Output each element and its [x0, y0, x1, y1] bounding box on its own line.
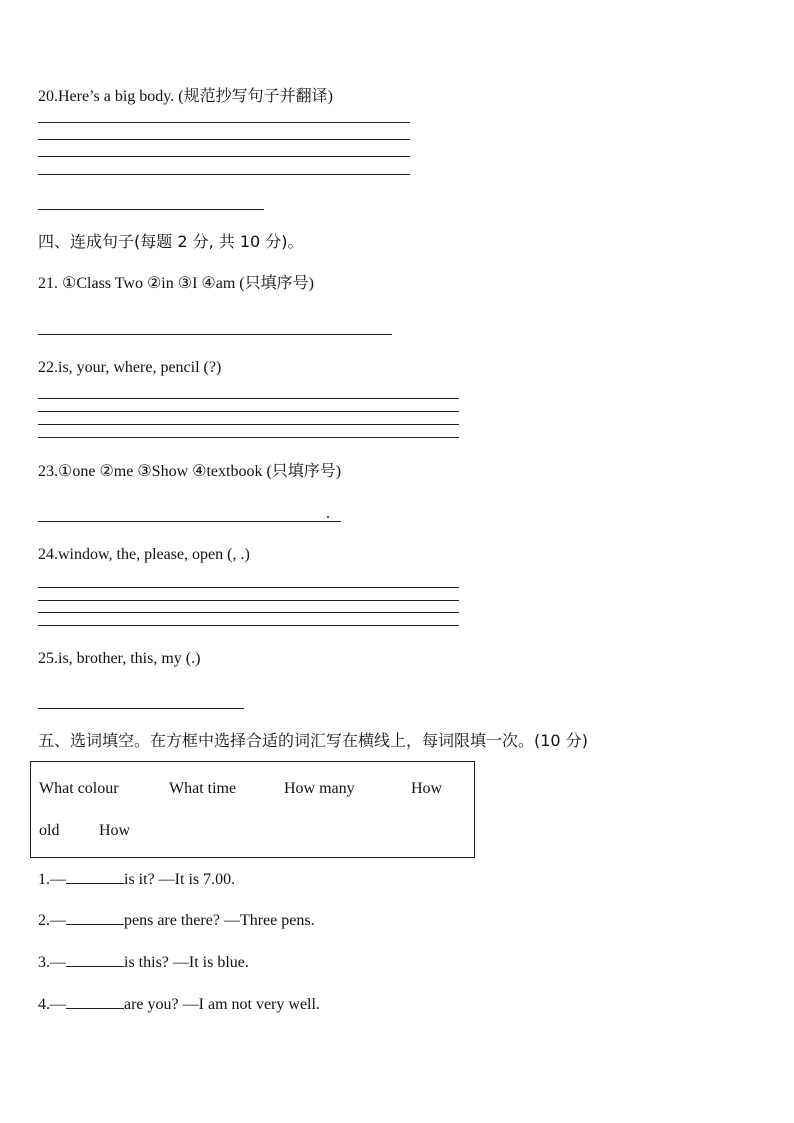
section-5-title: 五、选词填空。在方框中选择合适的词汇写在横线上，每词限填一次。(10 分): [38, 731, 588, 750]
word-option: How many: [284, 780, 355, 797]
question-25: 25.is, brother, this, my (.): [38, 650, 201, 667]
word-box: [30, 761, 475, 858]
answer-line[interactable]: [38, 625, 459, 626]
word-option: How: [411, 780, 443, 797]
answer-line[interactable]: [38, 156, 410, 157]
answer-line[interactable]: [38, 587, 459, 588]
answer-line[interactable]: [38, 437, 459, 438]
answer-line[interactable]: [38, 521, 341, 522]
question-23: 23.①one ②me ③Show ④textbook (只填序号): [38, 463, 342, 480]
item-text: pens are there? —Three pens.: [124, 912, 315, 929]
fill-item-2: [38, 910, 315, 931]
answer-line[interactable]: [38, 174, 410, 175]
question-22: 22.is, your, where, pencil (?): [38, 359, 222, 376]
answer-period: .: [326, 505, 330, 522]
item-text: is it? —It is 7.00.: [124, 871, 236, 888]
item-number: 1.—: [38, 871, 66, 888]
question-21: 21. ①Class Two ②in ③I ④am (只填序号): [38, 275, 314, 292]
answer-line[interactable]: [38, 139, 410, 140]
item-text: is this? —It is blue.: [124, 954, 249, 971]
word-option: old: [39, 822, 60, 839]
item-number: 3.—: [38, 954, 66, 971]
word-option: How: [99, 822, 131, 839]
answer-line[interactable]: [38, 398, 459, 399]
item-number: 2.—: [38, 912, 66, 929]
section-4-title: 四、连成句子(每题 2 分, 共 10 分)。: [38, 232, 304, 251]
answer-line[interactable]: [38, 122, 410, 123]
answer-line[interactable]: [38, 612, 459, 613]
fill-blank[interactable]: [66, 952, 124, 967]
item-text: are you? —I am not very well.: [124, 996, 320, 1013]
fill-item-3: [38, 952, 249, 973]
fill-item-1: [38, 869, 235, 890]
answer-line[interactable]: [38, 334, 392, 335]
answer-line[interactable]: [38, 411, 459, 412]
fill-blank[interactable]: [66, 869, 124, 884]
translation-line[interactable]: [38, 209, 264, 210]
answer-line[interactable]: [38, 424, 459, 425]
question-24: 24.window, the, please, open (, .): [38, 546, 250, 563]
word-option: What colour: [39, 780, 119, 797]
fill-blank[interactable]: [66, 910, 124, 925]
item-number: 4.—: [38, 996, 66, 1013]
fill-blank[interactable]: [66, 994, 124, 1009]
question-20: 20.Here’s a big body. (规范抄写句子并翻译): [38, 88, 333, 105]
fill-item-4: [38, 994, 320, 1015]
answer-line[interactable]: [38, 600, 459, 601]
answer-line[interactable]: [38, 708, 244, 709]
word-option: What time: [169, 780, 237, 797]
